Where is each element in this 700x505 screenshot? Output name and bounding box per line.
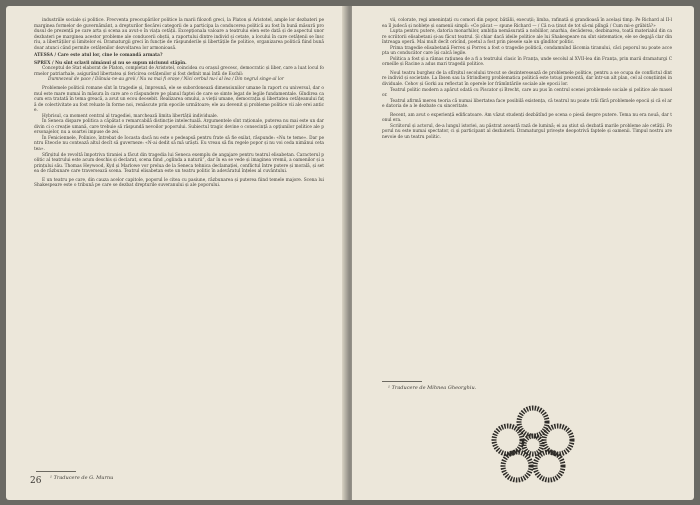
book-spread	[6, 6, 694, 500]
right-body-paragraph: Teatrul politic modern a apărut odată cu Piscator și Brecht, care au pus în centrul scenei problemele sociale și politice ale maselor.	[382, 87, 672, 99]
right-body-paragraph: Politica a fost și a rămas rațiunea de a fi a teatrului clasic în Franța, unde secolul al XVII-lea din Franța, prin marii dramaturgi Corneille și Racine a adus mari tragedii politice.	[382, 56, 672, 68]
right-footnote: ¹ Traducere de Mihnea Gheorghiu.	[388, 385, 477, 391]
right-text-column	[382, 18, 672, 376]
left-body-paragraph: Conceptul de Stat elaborat de Platon, completat de Aristotel, coincidea cu orașul grecesc, democratic și liber, care a luat locul formelor patriarhale, asigurând libertatea și fericirea cetățenilor și fost definit mai întîi de Eschil:	[34, 66, 324, 77]
footnote-rule	[36, 471, 76, 472]
dialogue-line: SPREX / Nu sînt sclavii nimănui și nu se supun niciunui stăpîn.	[34, 60, 187, 66]
right-body-paragraph: Recent, am avut o experiență edificatoare. Am văzut studenți dezbătînd pe scena o piesă despre putere. Tema nu era nouă, dar tonul era.	[382, 112, 672, 124]
footnote-rule	[382, 381, 422, 382]
left-body-paragraph: În Seneca dispare politica a căpătat o remarcabilă distincție intelectuală. Argumentele sînt raționale, puterea nu mai este un dar divin ci o creație umană, care trebuie să răspundă nevoilor poporului. Subiectul tragic devine o consecință a opțiunilor politice ale personajelor, nu a soartei impuse de zei.	[34, 119, 324, 136]
left-body-paragraph: E un teatru pe care, din cauza acelor capitole, poporul le citea cu pasiune, răzbunarea și puterea fiind temele majore. Scena lui Shakespeare este o tribună pe care se dezbat drepturile suveranului și ale poporului.	[34, 177, 324, 189]
right-body-paragraph: Scriitorul și actorul, de-a lungul istoriei, au păstrat această rază de lumină; ei au știut să dezbată marile probleme ale cetății. Poporul nu este numai spectator, ci și participant al dezbaterii. Dramaturgul privește deopotrivă faptele și oamenii. Timpul nostru are nevoie de un teatru politic.	[382, 123, 672, 140]
right-body-paragraph: Prima tragedie elisabetană Ferrex și Porrex a fost o tragedie politică, condamnînd lăcomia tiranului, căci poporul nu poate accepta un conducător care își calcă legile.	[382, 45, 672, 57]
verse-quote: Dumnezeul de pace / Dănuia-ne-au greii / Nu va mai fi orașe / Nici cerbul nu-i al lea / Din negrul singe-al lor	[48, 77, 284, 83]
left-text-column	[34, 18, 324, 464]
left-body-paragraph: Sfîrșitul de revoltă împotriva tiraniei a făcut din tragedia lui Seneca exemplu de angajare pentru teatrul elisabetan. Caracterul politic al teatrului este acum deschis și declarat, scena fiind „oglinda a naturii”, dar în ea se vede și imaginea vremii, a oamenilor și a prințului său. Thomas Heywood, Kyd și Marlowe vor prelua de la Seneca tehnica declamației, conflictul între putere și morală, și setea de răzbunare care traversează scena. Teatrul elisabetan este un teatru politic în adevăratul înțeles al cuvântului.	[34, 152, 324, 175]
dialogue-line: ATESSA / Care este atul lor, cine le comandă armata?	[34, 53, 163, 59]
left-body-paragraph: În Feniciennele, Polinice, întrebat de Iocasta dacă nu este o pedeapsă pentru frate să fie exilat, răspunde: «Nu te teme». Dar pentru Eteocle nu contează altul decît să guverneze: «N-ai dedit să mă urăști. Eu vreau să fiu regele popor și nu voi ceda nimănui cetatea».	[34, 135, 324, 153]
right-body-paragraph: Lupta pentru putere, datoria monarhilor, ambiția nemăsurată a nobililor, anarhia, decăderea, dezbinarea, toată materialul din care scriitorii elisabetani și-au făcut teatrul. Și chiar dacă ideile politice ale lui Shakespeare nu sînt sistematice, ele se degajă clar din întreaga operă. Mai mult decît oricînd, poetul a fost prin piesele sale un gînditor politic.	[382, 29, 672, 46]
flower-ornament-icon	[484, 400, 582, 488]
page-number: 26	[30, 476, 42, 486]
right-body-paragraph: vii, colorate, regi amenințați cu comori din popor, bătălii, execuții; limba, rafinată și grandioasă în același timp. Pe Richard al II-lea îl judecă și noblețe și oamenii simpli: «Ce păcat — spune Richard — / Că n-a ținut de tot să-mi plîngă / Cum mi-e grăbită?»	[382, 18, 672, 29]
left-body-paragraph: industriile sociale și politice. Frecventa preocupărilor politice la marii filozofi greci, la Platon și Aristotel, ample lor dezbateri pe marginea formelor de guvernământ, a drepturilor fiecărei categorii de a participa la conducerea politică au fost în bună măsură produsul de prezență pe care arta și scena au avut-o în viața cetății. Excepționala valoare a teatrului elen este dată și de aspectul unor dezbateri pe marginea acestor probleme ale conducerii obștii, a raportului dintre individ și cetate, a locului în care cetățenii se înscriu, a libertăților și limitelor ei. Dramaturgii greci în funcție de răspunderile și libertățile fie politice, organizarea politică fiind bună doar atunci când permite cetățenilor dezvoltarea lor armonioasă.	[34, 18, 324, 51]
left-body-paragraph: Hybrisul, ca moment central al tragediei, marchează limita libertății individuale.	[42, 113, 219, 119]
left-page	[6, 6, 348, 500]
left-footnote: ¹ Traducere de G. Murnu	[50, 475, 114, 481]
right-body-paragraph: Teatrul afirmă mereu teoria că numai libertatea face posibilă existența, că teatrul nu poate trăi fără problemele epocii și că el are datoria de a le dezbate cu sinceritate.	[382, 98, 672, 110]
right-body-paragraph: Noul teatru burghez de la sfîrșitul secolului trecut se dezinteresează de problemele politice, pentru a se ocupa de conflictul dintre individ și societate. La Ibsen sau la Strindberg problematica politică este totuși prezentă, dar într-un alt plan, cel al conștiinței individuale. Cehov și Gorki au reflectat în operele lor frămîntările sociale ale epocii lor.	[382, 70, 672, 88]
left-body-paragraph: Problemele politicii romane sînt în tragedie și, împreună, ele se subordonează dimensiunilor umane în raport cu universul, dar omul este mare numai în măsura în care are o răspundere pe planul faptei de care se simte legat de legile fundamentale. Gîndirea ca cum era tratată în tema greacă, a avut un ecou deosebit. Realizarea omului, a vieții umane, democrația și libertatea cetățeanului față de colectivitate au fost reluate în forme noi, renăscute prin epocile următoare; ele au devenit și probleme politice vii ale erei antice.	[34, 86, 324, 114]
